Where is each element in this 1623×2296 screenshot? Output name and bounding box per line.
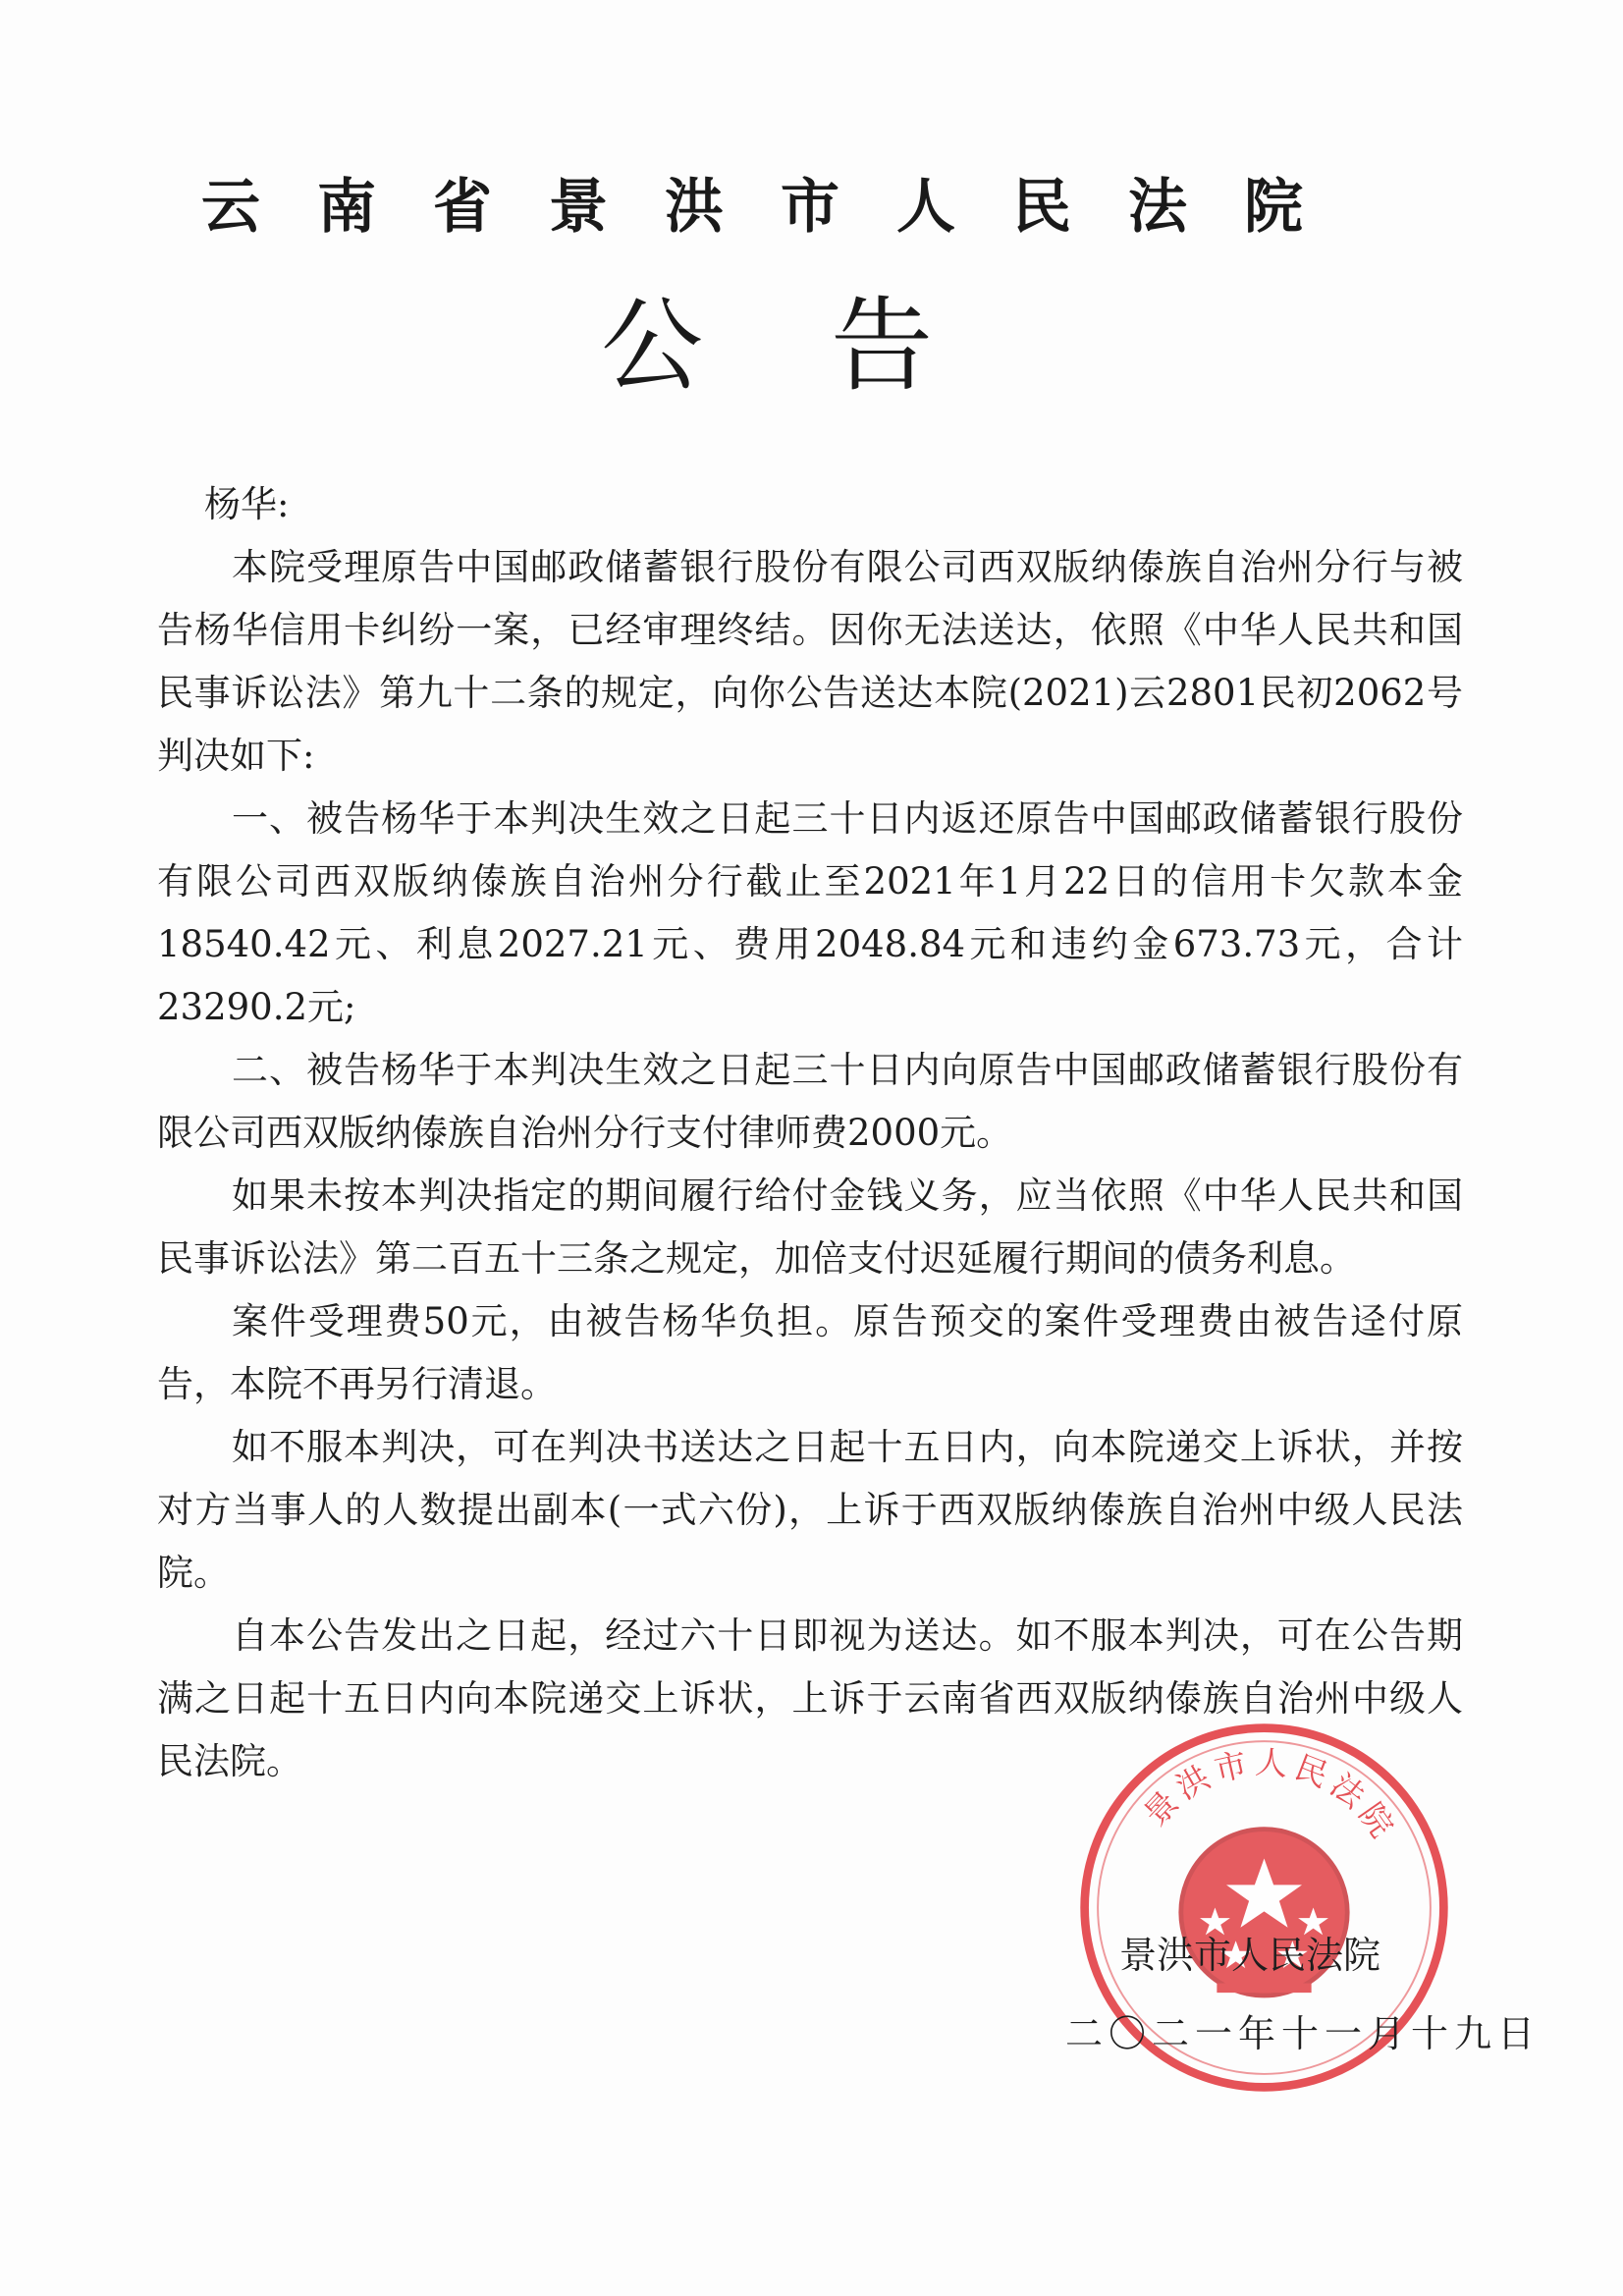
seal-text-path: 景洪市人民法院 <box>1136 1743 1404 1849</box>
paragraph-late-interest: 如果未按本判决指定的期间履行给付金钱义务，应当依照《中华人民共和国民事诉讼法》第二百五十三条之规定，加倍支付迟延履行期间的债务利息。 <box>157 1175 1463 1280</box>
paragraph-service-by-notice: 自本公告发出之日起，经过六十日即视为送达。如不服本判决，可在公告期满之日起十五日内向本院递交上诉状，上诉于云南省西双版纳傣族自治州中级人民法院。 <box>157 1614 1463 1782</box>
signature-court-name: 景洪市人民法院 <box>1119 1934 1381 1977</box>
paragraph-appeal: 如不服本判决，可在判决书送达之日起十五日内，向本院递交上诉状，并按对方当事人的人数提出副本(一式六份)，上诉于西双版纳傣族自治州中级人民法院。 <box>157 1426 1463 1594</box>
paragraph-judgment-item-2: 二、被告杨华于本判决生效之日起三十日内向原告中国邮政储蓄银行股份有限公司西双版纳傣族自治州分行支付律师费2000元。 <box>157 1049 1463 1154</box>
court-name-heading: 云南省景洪市人民法院 <box>201 173 1360 242</box>
paragraph-intro: 本院受理原告中国邮政储蓄银行股份有限公司西双版纳傣族自治州分行与被告杨华信用卡纠纷一案，已经审理终结。因你无法送达，依照《中华人民共和国民事诉讼法》第九十二条的规定，向你公告送达本院(2021)云2801民初2062号判决如下: <box>157 546 1463 777</box>
notice-title: 公告 <box>601 286 1061 406</box>
addressee: 杨华: <box>204 483 290 525</box>
signature-date: 二〇二一年十一月十九日 <box>1065 2012 1542 2055</box>
notice-body <box>157 473 1463 1793</box>
paragraph-judgment-item-1: 一、被告杨华于本判决生效之日起三十日内返还原告中国邮政储蓄银行股份有限公司西双版纳傣族自治州分行截止至2021年1月22日的信用卡欠款本金18540.42元、利息2027.21元、费用2048.84元和违约金673.73元，合计23290.2元; <box>157 797 1463 1028</box>
paragraph-case-fee: 案件受理费50元，由被告杨华负担。原告预交的案件受理费由被告迳付原告，本院不再另行清退。 <box>157 1300 1463 1405</box>
